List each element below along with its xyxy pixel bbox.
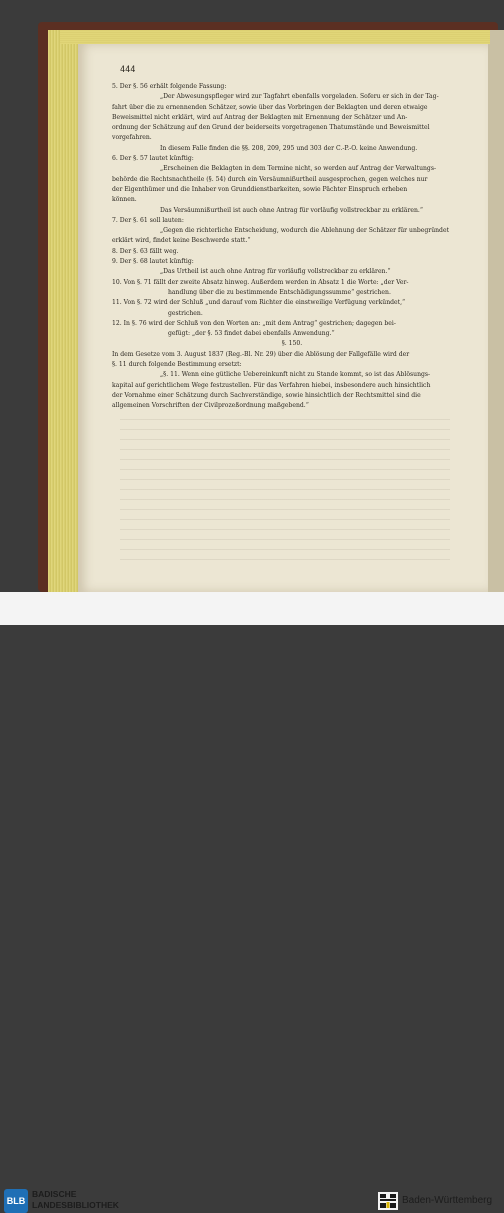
text-line: Beweismittel nicht erklärt, wird auf Antrag der Beklagten mit Ernennung der Schätzer und An- (112, 113, 408, 121)
opposite-page-edge (486, 30, 504, 592)
blb-name-line1: BADISCHE (32, 1189, 77, 1199)
text-line: gefügt: „der §. 53 findet dabei ebenfalls Anwendung.“ (168, 330, 335, 338)
blb-name-line2: LANDESBIBLIOTHEK (32, 1200, 119, 1210)
page-edges-top (60, 30, 490, 44)
text-line: 12. In §. 76 wird der Schluß von den Worten an: „mit dem Antrag“ gestrichen; dagegen bei- (112, 319, 396, 327)
footer-bar (0, 592, 504, 1210)
text-line: fahrt über die zu ernennenden Schätzer, sowie über das Vorbringen der Beklagten und deren etwaige (112, 103, 428, 111)
text-line: 5. Der §. 56 erhält folgende Fassung: (112, 83, 227, 90)
text-line: In dem Gesetze vom 3. August 1837 (Reg.-Bl. Nr. 29) über die Ablösung der Fallgefälle wird der (112, 350, 410, 358)
text-line: §. 150. (281, 340, 303, 348)
text-line: In diesem Falle finden die §§. 208, 209, 295 und 303 der C.-P.-O. keine Anwendung. (160, 144, 418, 152)
text-line: vorgefahren. (112, 134, 152, 142)
text-line: 11. Von §. 72 wird der Schluß „und darauf vom Richter die einstweilige Verfügung verkündet,“ (112, 299, 406, 307)
text-line: ordnung der Schätzung auf den Grund der beiderseits vorgetragenen Thatumstände und Beweismittel (112, 124, 430, 132)
page-edges-left (48, 30, 78, 592)
text-line: „Das Urtheil ist auch ohne Antrag für vorläufig vollstreckbar zu erklären.“ (160, 268, 391, 276)
text-line: können. (112, 196, 137, 204)
text-line: 9. Der §. 68 lautet künftig: (112, 258, 194, 266)
text-line: „Gegen die richterliche Entscheidung, wodurch die Ablehnung der Schätzer für unbegründet (160, 227, 450, 235)
text-line: der Eigenthümer und die Inhaber von Grunddienstbarkeiten, sowie Pächter Einspruch erheben (112, 185, 408, 193)
text-line: gestrichen. (168, 309, 203, 317)
baden-wuerttemberg-label[interactable]: Baden-Württemberg (402, 1195, 493, 1206)
text-line: „Der Abwesungspfleger wird zur Tagfahrt ebenfalls vorgeladen. Soferu er sich in der Tag- (160, 93, 439, 101)
page-text (112, 82, 472, 412)
text-line: „Erscheinen die Beklagten in dem Termine nicht, so werden auf Antrag der Verwaltungs- (160, 165, 437, 173)
text-line: der Vornahme einer Schätzung durch Sachverständige, sowie hinsichtlich der Rechtsmittel sind die (112, 391, 421, 399)
text-line: kapital auf gerichtlichem Wege festzustellen. Für das Verfahren hiebei, insbesondere auch hinsichtlich (112, 381, 431, 389)
text-line: §. 11 durch folgende Bestimmung ersetzt: (112, 361, 242, 369)
page-number: 444 (120, 65, 136, 75)
baden-wuerttemberg-lions-icon[interactable] (378, 1192, 398, 1210)
text-line: 10. Von §. 71 fällt der zweite Absatz hinweg. Außerdem werden in Absatz 1 die Worte: „der Ver- (112, 278, 409, 286)
text-line: handlung über die zu bestimmende Entschädigungssumme“ gestrichen. (168, 288, 391, 296)
text-line: behörde die Rechtsnachtheile (§. 54) durch ein Versäumnißurtheil ausgesprochen, gegen welches nur (112, 175, 428, 183)
blb-logo[interactable]: BLB (4, 1189, 28, 1213)
text-line: 6. Der §. 57 lautet künftig: (112, 155, 194, 163)
text-line: 8. Der §. 63 fällt weg. (112, 247, 179, 255)
text-line: 7. Der §. 61 soll lauten: (112, 216, 184, 224)
text-line: allgemeinen Vorschriften der Civilprozeßordnung maßgebend.“ (112, 402, 309, 410)
document-viewer (0, 0, 504, 592)
bleed-through-texture (120, 410, 450, 560)
text-line: Das Versäumnißurtheil ist auch ohne Antrag für vorläufig vollstreckbar zu erklären.“ (160, 206, 423, 214)
blb-name[interactable] (32, 1189, 119, 1211)
text-line: „§. 11. Wenn eine gütliche Uebereinkunft nicht zu Stande kommt, so ist das Ablösungs- (160, 371, 431, 379)
text-line: erklärt wird, findet keine Beschwerde statt.“ (112, 237, 251, 245)
